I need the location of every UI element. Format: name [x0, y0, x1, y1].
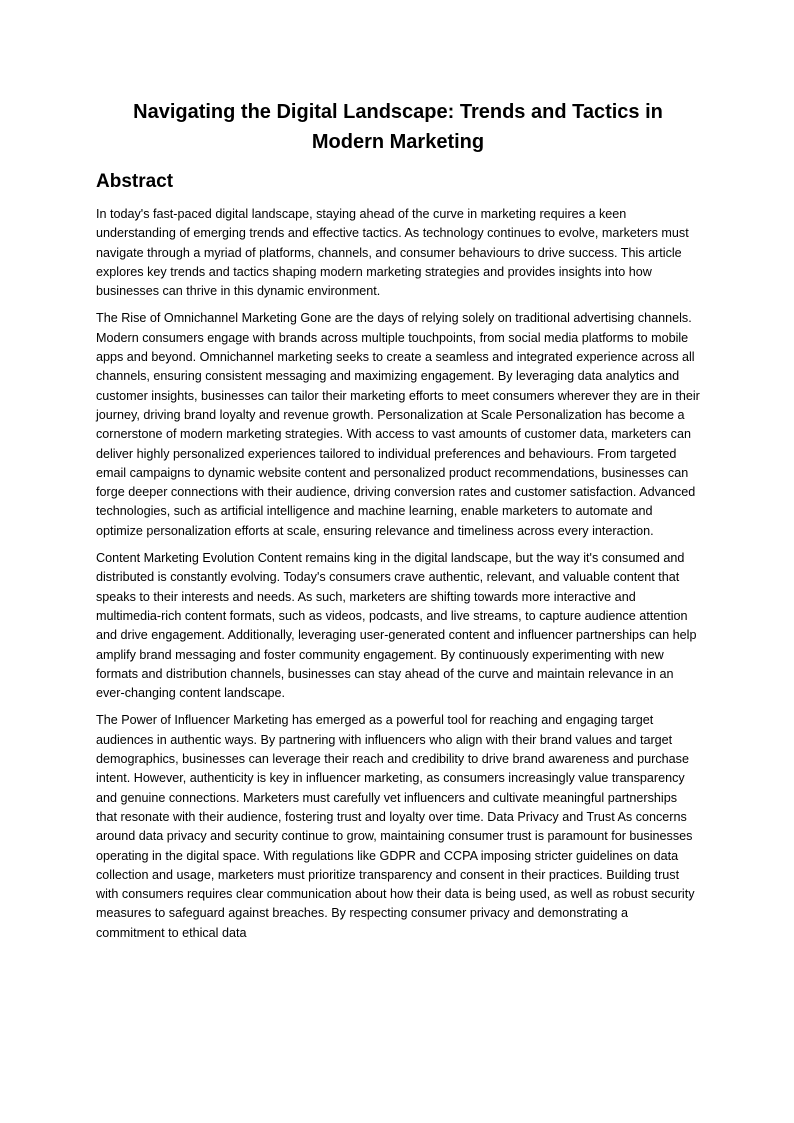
paragraph-content-marketing: Content Marketing Evolution Content remains king in the digital landscape, but the way it's consumed and distributed is constantly evolving. Today's consumers crave authentic, relevant, and valuable content that speaks to their interests and needs. As such, marketers are shifting towards more interactive and multimedia-rich content formats, such as videos, podcasts, and live streams, to capture audience attention and drive engagement. Additionally, leveraging user-generated content and influencer partnerships can help amplify brand messaging and foster community engagement. By continuously experimenting with new formats and distribution channels, businesses can stay ahead of the curve and maintain relevance in an ever-changing content landscape. [96, 551, 697, 701]
paragraph-intro: In today's fast-paced digital landscape, staying ahead of the curve in marketing requires a keen understanding of emerging trends and effective tactics. As technology continues to evolve, marketers must navigate through a myriad of platforms, channels, and consumer behaviours to drive success. This article explores key trends and tactics shaping modern marketing strategies and provides insights into how businesses can thrive in this dynamic environment. [96, 207, 689, 299]
paragraph-influencer-marketing: The Power of Influencer Marketing has emerged as a powerful tool for reaching and engaging target audiences in authentic ways. By partnering with influencers who align with their brand values and target demographics, businesses can leverage their reach and credibility to drive brand awareness and purchase intent. However, authenticity is key in influencer marketing, as consumers increasingly value transparency and genuine connections. Marketers must carefully vet influencers and cultivate meaningful partnerships that resonate with their audience, fostering trust and loyalty over time. Data Privacy and Trust As concerns around data privacy and security continue to grow, maintaining consumer trust is paramount for businesses operating in the digital space. With regulations like GDPR and CCPA imposing stricter guidelines on data collection and usage, marketers must prioritize transparency and consent in their practices. Building trust with consumers requires clear communication about how their data is being used, as well as robust security measures to safeguard against breaches. By respecting consumer privacy and demonstrating a commitment to ethical data [96, 713, 695, 940]
abstract-heading: Abstract [96, 171, 174, 192]
document-body [96, 97, 700, 951]
document-title: Navigating the Digital Landscape: Trends and Tactics in Modern Marketing [133, 101, 663, 153]
paragraph-omnichannel: The Rise of Omnichannel Marketing Gone are the days of relying solely on traditional advertising channels. Modern consumers engage with brands across multiple touchpoints, from social media platforms to mobile apps and beyond. Omnichannel marketing seeks to create a seamless and integrated experience across all channels, ensuring consistent messaging and maximizing engagement. By leveraging data analytics and customer insights, businesses can tailor their marketing efforts to meet consumers wherever they are in their journey, driving brand loyalty and revenue growth. Personalization at Scale Personalization has become a cornerstone of modern marketing strategies. With access to vast amounts of customer data, marketers can deliver highly personalized experiences tailored to individual preferences and behaviours. From targeted email campaigns to dynamic website content and personalized product recommendations, businesses can forge deeper connections with their audience, driving conversion rates and customer satisfaction. Advanced technologies, such as artificial intelligence and machine learning, enable marketers to automate and optimize personalization efforts at scale, ensuring relevance and timeliness across every interaction. [96, 311, 700, 538]
